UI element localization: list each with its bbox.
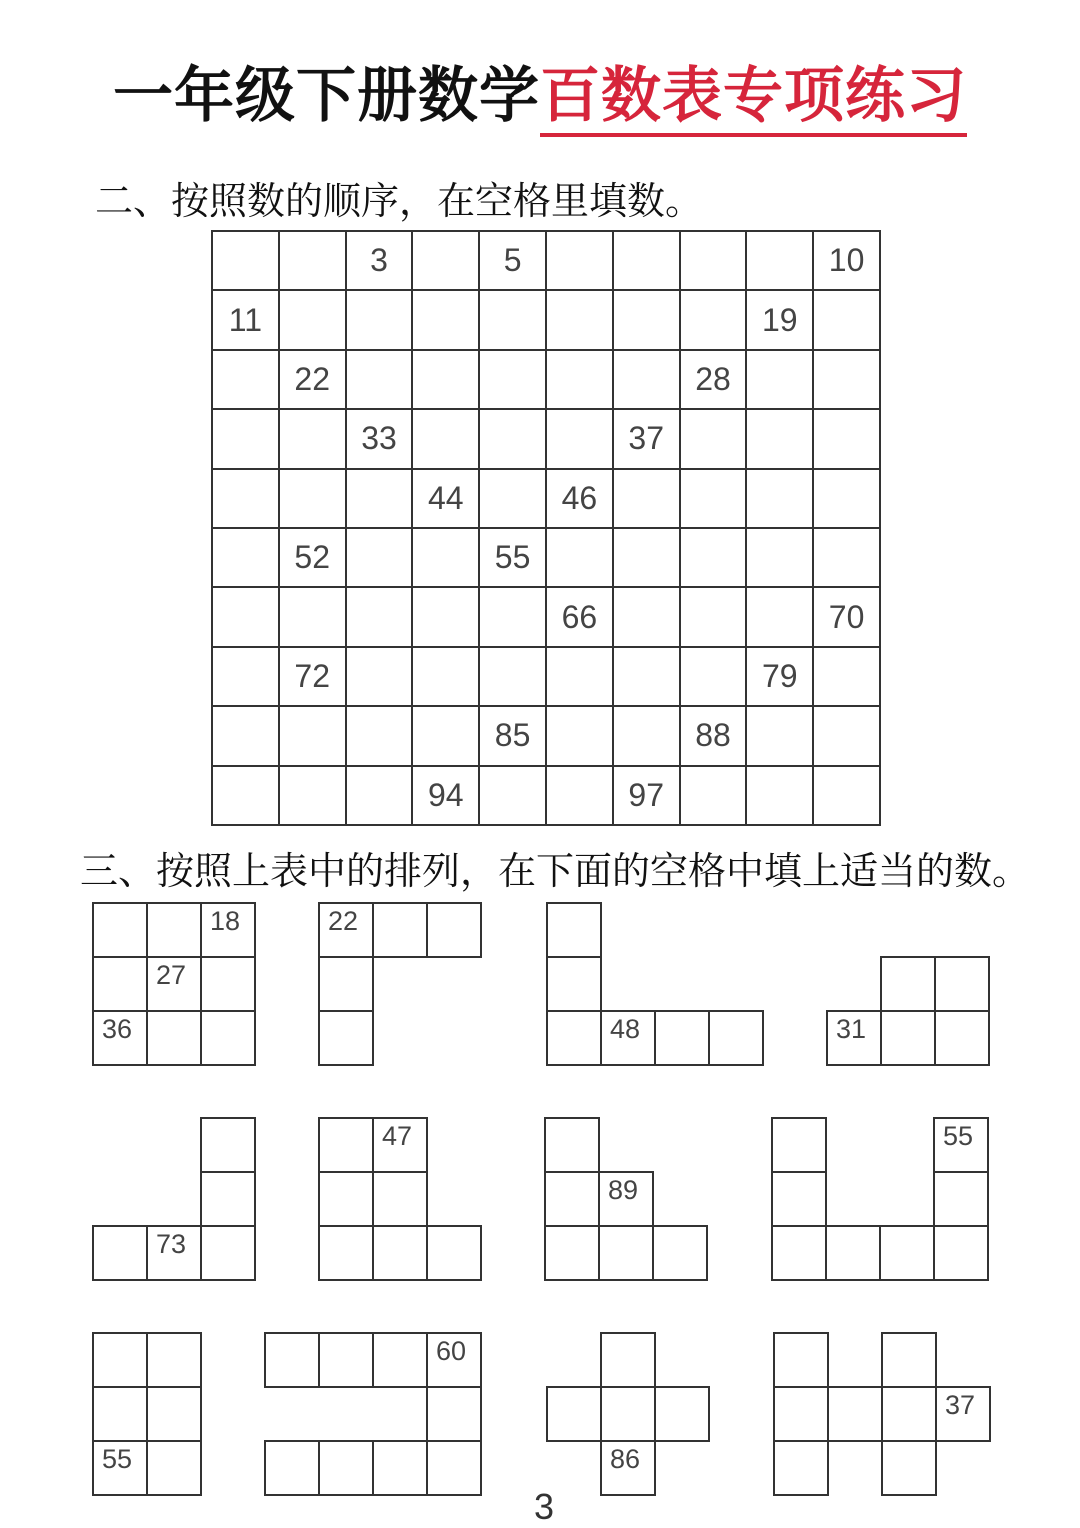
puzzle-cell-blank[interactable] bbox=[318, 1117, 374, 1173]
chart-cell-given: 28 bbox=[679, 349, 748, 410]
puzzle-cell-blank[interactable] bbox=[92, 1332, 148, 1388]
puzzle-cell-blank[interactable] bbox=[771, 1225, 827, 1281]
puzzle-cell-blank[interactable] bbox=[146, 1010, 202, 1066]
chart-cell-blank[interactable] bbox=[478, 349, 547, 410]
chart-cell-blank[interactable] bbox=[545, 230, 614, 291]
puzzle-cell-blank[interactable] bbox=[318, 1225, 374, 1281]
chart-cell-blank[interactable] bbox=[679, 289, 748, 350]
chart-cell-given: 70 bbox=[812, 586, 881, 647]
chart-cell-blank[interactable] bbox=[745, 230, 814, 291]
puzzle-cell-blank[interactable] bbox=[881, 1440, 937, 1496]
puzzle-cell-blank[interactable] bbox=[146, 902, 202, 958]
chart-cell-given: 44 bbox=[411, 468, 480, 529]
chart-cell-blank[interactable] bbox=[411, 705, 480, 766]
chart-cell-blank[interactable] bbox=[478, 765, 547, 826]
chart-cell-blank[interactable] bbox=[612, 230, 681, 291]
chart-cell-blank[interactable] bbox=[345, 586, 414, 647]
page-number: 3 bbox=[534, 1486, 555, 1527]
chart-cell-blank[interactable] bbox=[345, 646, 414, 707]
page-title bbox=[0, 48, 1080, 134]
chart-cell-blank[interactable] bbox=[211, 408, 280, 469]
chart-cell-blank[interactable] bbox=[612, 349, 681, 410]
puzzle-cell-blank[interactable] bbox=[146, 1332, 202, 1388]
chart-cell-blank[interactable] bbox=[745, 705, 814, 766]
chart-cell-blank[interactable] bbox=[545, 765, 614, 826]
chart-cell-blank[interactable] bbox=[278, 705, 347, 766]
puzzle-cell-blank[interactable] bbox=[773, 1332, 829, 1388]
puzzle-cell-blank[interactable] bbox=[200, 956, 256, 1012]
chart-cell-blank[interactable] bbox=[612, 586, 681, 647]
puzzle-cell-given: 55 bbox=[92, 1440, 148, 1496]
puzzle-cell-blank[interactable] bbox=[708, 1010, 764, 1066]
section-3-instruction: 三、按照上表中的排列，在下面的空格中填上适当的数。 bbox=[80, 849, 1031, 893]
chart-cell-given: 52 bbox=[278, 527, 347, 588]
puzzle-cell-blank[interactable] bbox=[771, 1117, 827, 1173]
chart-cell-given: 79 bbox=[745, 646, 814, 707]
puzzle-cell-blank[interactable] bbox=[546, 1010, 602, 1066]
puzzle-cell-blank[interactable] bbox=[200, 1225, 256, 1281]
chart-cell-blank[interactable] bbox=[679, 765, 748, 826]
puzzle-cell-blank[interactable] bbox=[546, 1386, 602, 1442]
chart-cell-blank[interactable] bbox=[812, 468, 881, 529]
chart-cell-blank[interactable] bbox=[211, 468, 280, 529]
chart-cell-blank[interactable] bbox=[211, 586, 280, 647]
puzzle-cell-given: 36 bbox=[92, 1010, 148, 1066]
chart-cell-blank[interactable] bbox=[211, 349, 280, 410]
puzzle-cell-given: 55 bbox=[933, 1117, 989, 1173]
chart-cell-given: 46 bbox=[545, 468, 614, 529]
chart-cell-blank[interactable] bbox=[812, 765, 881, 826]
chart-cell-blank[interactable] bbox=[278, 468, 347, 529]
puzzle-cell-blank[interactable] bbox=[426, 902, 482, 958]
puzzle-cell-blank[interactable] bbox=[654, 1010, 710, 1066]
chart-cell-blank[interactable] bbox=[545, 646, 614, 707]
chart-cell-blank[interactable] bbox=[745, 408, 814, 469]
puzzle-cell-blank[interactable] bbox=[825, 1225, 881, 1281]
chart-cell-blank[interactable] bbox=[278, 765, 347, 826]
chart-cell-blank[interactable] bbox=[612, 527, 681, 588]
chart-cell-blank[interactable] bbox=[345, 468, 414, 529]
puzzle-cell-blank[interactable] bbox=[600, 1386, 656, 1442]
puzzle-cell-given: 60 bbox=[426, 1332, 482, 1388]
puzzle-cell-blank[interactable] bbox=[934, 1010, 990, 1066]
chart-cell-blank[interactable] bbox=[211, 646, 280, 707]
puzzle-cell-blank[interactable] bbox=[546, 902, 602, 958]
chart-cell-blank[interactable] bbox=[679, 408, 748, 469]
puzzle-cell-blank[interactable] bbox=[879, 1225, 935, 1281]
chart-cell-given: 3 bbox=[345, 230, 414, 291]
puzzle-cell-blank[interactable] bbox=[372, 1332, 428, 1388]
chart-cell-blank[interactable] bbox=[345, 765, 414, 826]
chart-cell-blank[interactable] bbox=[612, 289, 681, 350]
puzzle-cell-given: 89 bbox=[598, 1171, 654, 1227]
puzzle-cell-blank[interactable] bbox=[264, 1332, 320, 1388]
puzzle-cell-blank[interactable] bbox=[652, 1225, 708, 1281]
puzzle-cell-blank[interactable] bbox=[92, 1225, 148, 1281]
chart-cell-given: 5 bbox=[478, 230, 547, 291]
chart-cell-blank[interactable] bbox=[278, 408, 347, 469]
puzzle-cell-given: 27 bbox=[146, 956, 202, 1012]
puzzle-cell-given: 31 bbox=[826, 1010, 882, 1066]
chart-cell-blank[interactable] bbox=[211, 765, 280, 826]
chart-cell-blank[interactable] bbox=[345, 705, 414, 766]
chart-cell-blank[interactable] bbox=[745, 586, 814, 647]
chart-cell-blank[interactable] bbox=[545, 408, 614, 469]
puzzle-cell-blank[interactable] bbox=[200, 1010, 256, 1066]
title-highlight: 百数表专项练习 bbox=[540, 61, 967, 137]
chart-cell-blank[interactable] bbox=[411, 289, 480, 350]
puzzle-cell-blank[interactable] bbox=[92, 1386, 148, 1442]
puzzle-cell-blank[interactable] bbox=[771, 1171, 827, 1227]
puzzle-cell-blank[interactable] bbox=[933, 1225, 989, 1281]
chart-cell-blank[interactable] bbox=[545, 349, 614, 410]
puzzle-cell-blank[interactable] bbox=[372, 1440, 428, 1496]
puzzle-cell-blank[interactable] bbox=[880, 1010, 936, 1066]
puzzle-cell-blank[interactable] bbox=[934, 956, 990, 1012]
chart-cell-given: 85 bbox=[478, 705, 547, 766]
puzzle-cell-given: 48 bbox=[600, 1010, 656, 1066]
chart-cell-blank[interactable] bbox=[411, 349, 480, 410]
puzzle-cell-given: 86 bbox=[600, 1440, 656, 1496]
chart-cell-blank[interactable] bbox=[278, 230, 347, 291]
chart-cell-blank[interactable] bbox=[679, 646, 748, 707]
puzzle-cell-blank[interactable] bbox=[880, 956, 936, 1012]
puzzle-cell-blank[interactable] bbox=[318, 1010, 374, 1066]
puzzle-cell-blank[interactable] bbox=[546, 956, 602, 1012]
puzzle-cell-blank[interactable] bbox=[92, 956, 148, 1012]
chart-cell-blank[interactable] bbox=[478, 468, 547, 529]
chart-cell-blank[interactable] bbox=[545, 527, 614, 588]
title-main: 一年级下册数学 bbox=[113, 61, 540, 131]
chart-cell-blank[interactable] bbox=[679, 527, 748, 588]
chart-cell-blank[interactable] bbox=[478, 289, 547, 350]
chart-cell-blank[interactable] bbox=[278, 586, 347, 647]
puzzle-cell-blank[interactable] bbox=[773, 1440, 829, 1496]
chart-cell-given: 10 bbox=[812, 230, 881, 291]
puzzle-cell-blank[interactable] bbox=[544, 1225, 600, 1281]
chart-cell-given: 94 bbox=[411, 765, 480, 826]
puzzle-cell-given: 37 bbox=[935, 1386, 991, 1442]
chart-cell-blank[interactable] bbox=[411, 586, 480, 647]
puzzle-cell-blank[interactable] bbox=[933, 1171, 989, 1227]
puzzle-cell-blank[interactable] bbox=[598, 1225, 654, 1281]
puzzle-cell-blank[interactable] bbox=[318, 1440, 374, 1496]
chart-cell-blank[interactable] bbox=[411, 408, 480, 469]
puzzle-cell-blank[interactable] bbox=[426, 1440, 482, 1496]
puzzle-cell-blank[interactable] bbox=[426, 1386, 482, 1442]
puzzle-cell-blank[interactable] bbox=[372, 1171, 428, 1227]
puzzle-cell-blank[interactable] bbox=[827, 1386, 883, 1442]
chart-cell-blank[interactable] bbox=[411, 527, 480, 588]
chart-cell-blank[interactable] bbox=[478, 408, 547, 469]
chart-cell-blank[interactable] bbox=[612, 646, 681, 707]
puzzle-cell-blank[interactable] bbox=[654, 1386, 710, 1442]
chart-cell-blank[interactable] bbox=[812, 289, 881, 350]
chart-cell-blank[interactable] bbox=[745, 468, 814, 529]
puzzle-cell-blank[interactable] bbox=[372, 1225, 428, 1281]
chart-cell-blank[interactable] bbox=[679, 230, 748, 291]
puzzle-cell-blank[interactable] bbox=[146, 1386, 202, 1442]
chart-cell-blank[interactable] bbox=[745, 765, 814, 826]
chart-cell-blank[interactable] bbox=[812, 705, 881, 766]
puzzle-cell-blank[interactable] bbox=[318, 956, 374, 1012]
chart-cell-blank[interactable] bbox=[211, 705, 280, 766]
puzzle-cell-blank[interactable] bbox=[318, 1171, 374, 1227]
puzzle-cell-given: 22 bbox=[318, 902, 374, 958]
chart-cell-blank[interactable] bbox=[812, 527, 881, 588]
chart-cell-blank[interactable] bbox=[679, 468, 748, 529]
chart-cell-blank[interactable] bbox=[211, 230, 280, 291]
chart-cell-blank[interactable] bbox=[812, 408, 881, 469]
puzzle-cell-blank[interactable] bbox=[200, 1117, 256, 1173]
puzzle-cell-given: 47 bbox=[372, 1117, 428, 1173]
chart-cell-blank[interactable] bbox=[478, 646, 547, 707]
puzzle-cell-given: 18 bbox=[200, 902, 256, 958]
chart-cell-given: 66 bbox=[545, 586, 614, 647]
puzzle-cell-blank[interactable] bbox=[773, 1386, 829, 1442]
puzzle-cell-blank[interactable] bbox=[372, 902, 428, 958]
chart-cell-blank[interactable] bbox=[745, 527, 814, 588]
chart-cell-given: 97 bbox=[612, 765, 681, 826]
puzzle-cell-blank[interactable] bbox=[600, 1332, 656, 1388]
section-2-instruction: 二、按照数的顺序，在空格里填数。 bbox=[95, 179, 704, 223]
puzzle-cell-blank[interactable] bbox=[544, 1171, 600, 1227]
puzzle-cell-blank[interactable] bbox=[92, 902, 148, 958]
chart-cell-given: 11 bbox=[211, 289, 280, 350]
chart-cell-given: 88 bbox=[679, 705, 748, 766]
chart-cell-given: 19 bbox=[745, 289, 814, 350]
chart-cell-blank[interactable] bbox=[345, 527, 414, 588]
puzzle-cell-blank[interactable] bbox=[146, 1440, 202, 1496]
chart-cell-blank[interactable] bbox=[679, 586, 748, 647]
puzzle-cell-blank[interactable] bbox=[318, 1332, 374, 1388]
chart-cell-given: 72 bbox=[278, 646, 347, 707]
puzzle-cell-blank[interactable] bbox=[200, 1171, 256, 1227]
chart-cell-blank[interactable] bbox=[812, 646, 881, 707]
chart-cell-given: 22 bbox=[278, 349, 347, 410]
puzzle-cell-blank[interactable] bbox=[264, 1440, 320, 1496]
chart-cell-blank[interactable] bbox=[745, 349, 814, 410]
chart-cell-blank[interactable] bbox=[345, 289, 414, 350]
chart-cell-blank[interactable] bbox=[812, 349, 881, 410]
chart-cell-blank[interactable] bbox=[278, 289, 347, 350]
chart-cell-blank[interactable] bbox=[545, 289, 614, 350]
puzzle-cell-blank[interactable] bbox=[881, 1332, 937, 1388]
chart-cell-blank[interactable] bbox=[612, 468, 681, 529]
chart-cell-blank[interactable] bbox=[211, 527, 280, 588]
chart-cell-blank[interactable] bbox=[411, 230, 480, 291]
chart-cell-given: 33 bbox=[345, 408, 414, 469]
chart-cell-given: 55 bbox=[478, 527, 547, 588]
puzzle-cell-blank[interactable] bbox=[426, 1225, 482, 1281]
chart-cell-given: 37 bbox=[612, 408, 681, 469]
puzzle-cell-blank[interactable] bbox=[544, 1117, 600, 1173]
chart-cell-blank[interactable] bbox=[478, 586, 547, 647]
chart-cell-blank[interactable] bbox=[411, 646, 480, 707]
puzzle-cell-given: 73 bbox=[146, 1225, 202, 1281]
chart-cell-blank[interactable] bbox=[612, 705, 681, 766]
puzzle-cell-blank[interactable] bbox=[881, 1386, 937, 1442]
chart-cell-blank[interactable] bbox=[345, 349, 414, 410]
chart-cell-blank[interactable] bbox=[545, 705, 614, 766]
